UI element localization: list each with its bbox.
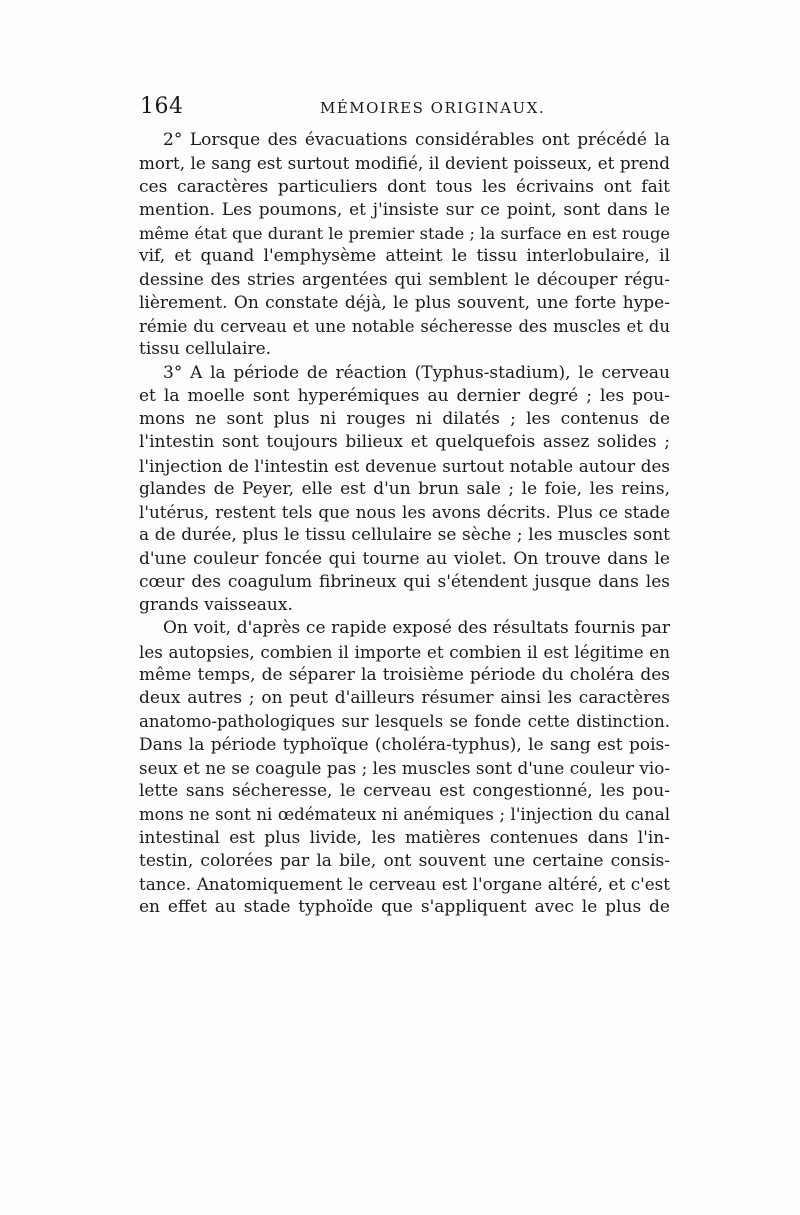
text-line: grands vaisseaux. — [139, 595, 293, 615]
text-line: a de durée, plus le tissu cellulaire se sèche ; les muscles sont — [139, 525, 670, 546]
text-line: les autopsies, combien il importe et combien il est légitime en — [139, 641, 670, 662]
text-line: mons ne sont plus ni rouges ni dilatés ; les contenus de — [139, 409, 670, 429]
text-line: mort, le sang est surtout modifié, il devient poisseux, et prend — [139, 153, 670, 174]
text-line: d'une couleur foncée qui tourne au violet. On trouve dans le — [139, 548, 670, 569]
text-line: et la moelle sont hyperémiques au dernier degré ; les pou- — [139, 385, 670, 406]
text-line: l'utérus, restent tels que nous les avons décrits. Plus ce stade — [139, 502, 670, 522]
text-line: lièrement. On constate déjà, le plus souvent, une forte hype- — [139, 292, 670, 313]
text-line: tissu cellulaire. — [139, 339, 272, 360]
text-line: mention. Les poumons, et j'insiste sur ce point, sont dans le — [139, 199, 670, 220]
text-line: intestinal est plus livide, les matières contenues dans l'in- — [139, 827, 670, 848]
page-header — [140, 92, 670, 122]
text-line: On voit, d'après ce rapide exposé des résultats fournis par — [163, 618, 670, 639]
text-line: testin, colorées par la bile, ont souvent une certaine consis- — [139, 850, 670, 871]
text-line: 3° A la période de réaction (Typhus-stadium), le cerveau — [163, 362, 670, 383]
text-line: rémie du cerveau et une notable sécheresse des muscles et du — [139, 317, 670, 336]
text-line: Dans la période typhoïque (choléra-typhus), le sang est pois- — [139, 734, 670, 755]
text-line: deux autres ; on peut d'ailleurs résumer ainsi les caractères — [139, 688, 670, 708]
body-text — [139, 129, 670, 920]
text-line: tance. Anatomiquement le cerveau est l'organe altéré, et c'est — [139, 874, 670, 894]
text-line: 2° Lorsque des évacuations considérables ont précédé la — [163, 130, 670, 150]
text-line: ces caractères particuliers dont tous les écrivains ont fait — [139, 176, 670, 197]
running-title: MÉMOIRES ORIGINAUX. — [320, 99, 546, 117]
text-line: cœur des coagulum fibrineux qui s'étendent jusque dans les — [139, 571, 670, 592]
text-line: glandes de Peyer, elle est d'un brun sale ; le foie, les reins, — [139, 478, 670, 499]
text-line: mons ne sont ni œdémateux ni anémiques ; l'injection du canal — [139, 805, 670, 825]
text-line: vif, et quand l'emphysème atteint le tissu interlobulaire, il — [139, 246, 670, 267]
text-line: même état que durant le premier stade ; la surface en est rouge — [139, 224, 670, 243]
page-number: 164 — [140, 94, 184, 119]
text-line: en effet au stade typhoïde que s'appliquent avec le plus de — [139, 897, 670, 918]
text-line: l'injection de l'intestin est devenue surtout notable autour des — [139, 455, 670, 476]
text-line: seux et ne se coagule pas ; les muscles sont d'une couleur vio- — [139, 757, 670, 778]
text-line: anatomo-pathologiques sur lesquels se fonde cette distinction. — [139, 712, 670, 732]
text-line: même temps, de séparer la troisième période du choléra des — [139, 664, 670, 685]
text-line: lette sans sécheresse, le cerveau est congestionné, les pou- — [139, 781, 670, 801]
text-line: dessine des stries argentées qui semblent le découper régu- — [139, 269, 670, 290]
text-line: l'intestin sont toujours bilieux et quelquefois assez solides ; — [139, 432, 670, 453]
